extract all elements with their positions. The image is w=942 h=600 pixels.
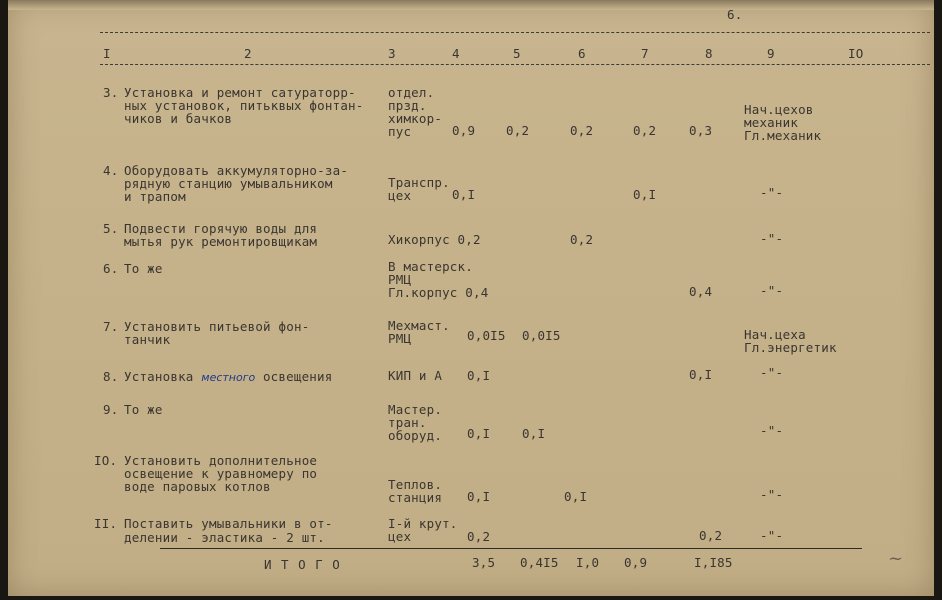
col-header-10: IO xyxy=(848,46,864,61)
col-header-4: 4 xyxy=(452,46,460,61)
total-col8: I,I85 xyxy=(694,555,733,570)
col-header-2: 2 xyxy=(244,46,252,61)
row-description-line xyxy=(124,370,332,384)
col-header-3: 3 xyxy=(388,46,396,61)
page-edge xyxy=(8,0,934,10)
row-number: IO. xyxy=(94,453,118,468)
row-description-line: Установить питьевой фон- xyxy=(124,319,310,334)
total-col4: 3,5 xyxy=(472,555,496,570)
page-number: 6. xyxy=(727,7,743,22)
total-col6: I,0 xyxy=(576,555,600,570)
row-description-line: То же xyxy=(124,402,163,417)
row-responsible-line: -"- xyxy=(760,365,784,380)
row-location-line: Гл.корпус 0,4 xyxy=(388,285,489,300)
cell-col4: 0,I xyxy=(452,187,476,202)
cell-col7: 0,I xyxy=(633,187,657,202)
cell-col5: 0,I xyxy=(522,426,546,441)
totals-label: И Т О Г О xyxy=(264,557,341,572)
row-description-line: чиков и бачков xyxy=(124,111,233,126)
row-location-line: Мехмаст. xyxy=(388,318,450,333)
col-header-1: I xyxy=(103,46,111,61)
row-description-line: танчик xyxy=(124,332,171,347)
row-location-line: отдел. xyxy=(388,85,435,100)
row-responsible-line: -"- xyxy=(760,487,784,502)
cell-col4: 0,0I5 xyxy=(467,328,506,343)
row-location-line: РМЦ xyxy=(388,272,412,287)
row-description-line: Подвести горячую воды для xyxy=(124,221,318,236)
row-responsible-line: -"- xyxy=(760,283,784,298)
row-responsible-line: Гл.механик xyxy=(744,128,822,143)
row-location-line: I-й крут. xyxy=(388,516,458,531)
row-number: 5. xyxy=(103,221,119,236)
row-description-line: Оборудовать аккумуляторно-за- xyxy=(124,163,349,178)
cell-col8: 0,4 xyxy=(689,284,713,299)
row-description-text: освещения xyxy=(255,369,333,384)
col-header-6: 6 xyxy=(578,46,586,61)
row-location-line: Мастер. xyxy=(388,402,443,417)
row-location-line: прзд. xyxy=(388,98,427,113)
row-location-line: В мастерск. xyxy=(388,259,473,274)
row-description-line: Поставить умывальники в от- xyxy=(124,516,333,531)
row-responsible-line: механик xyxy=(744,115,799,130)
row-number: 3. xyxy=(103,85,119,100)
cell-col5: 0,2 xyxy=(506,123,530,138)
cell-col4: 0,2 xyxy=(467,529,491,544)
row-description-text: Установка xyxy=(124,369,202,384)
row-location-line: цех xyxy=(388,188,412,203)
header-bottom-rule xyxy=(100,64,930,65)
col-header-7: 7 xyxy=(641,46,649,61)
row-responsible-line: -"- xyxy=(760,528,784,543)
row-location-line: Теплов. xyxy=(388,477,443,492)
cell-col6: 0,2 xyxy=(570,232,594,247)
cell-col8: 0,3 xyxy=(689,123,713,138)
cell-col4: 0,9 xyxy=(452,123,476,138)
cell-col6: 0,2 xyxy=(570,123,594,138)
total-col7: 0,9 xyxy=(624,555,648,570)
row-description-line: рядную станцию умывальником xyxy=(124,176,333,191)
row-location-line: РМЦ xyxy=(388,331,412,346)
row-location-line: тран. xyxy=(388,415,427,430)
row-location-line: станция xyxy=(388,490,443,505)
row-location-line: Хикорпус 0,2 xyxy=(388,232,481,247)
row-number: 8. xyxy=(103,369,119,384)
row-description-line: Установка и ремонт сатураторр- xyxy=(124,85,356,100)
row-description-line: воде паровых котлов xyxy=(124,479,271,494)
row-responsible-line: -"- xyxy=(760,423,784,438)
col-header-9: 9 xyxy=(767,46,775,61)
row-location-line: пус xyxy=(388,124,412,139)
row-location-line: химкор- xyxy=(388,111,443,126)
totals-rule xyxy=(160,548,862,549)
row-description-line: освещение к уравномеру по xyxy=(124,466,318,481)
pencil-mark: ~ xyxy=(888,548,904,569)
col-header-8: 8 xyxy=(705,46,713,61)
row-description-line: ных установок, питьквых фонтан- xyxy=(124,98,364,113)
row-number: 6. xyxy=(103,261,119,276)
handwritten-insertion: местного xyxy=(201,371,256,384)
row-location-line: Транспр. xyxy=(388,175,450,190)
row-number: 9. xyxy=(103,402,119,417)
row-number: II. xyxy=(94,516,118,531)
cell-col6: 0,I xyxy=(564,489,588,504)
cell-col7: 0,2 xyxy=(633,123,657,138)
total-col5: 0,4I5 xyxy=(520,555,559,570)
row-responsible-line: Нач.цехов xyxy=(744,102,814,117)
row-responsible-line: -"- xyxy=(760,185,784,200)
header-top-rule xyxy=(100,32,930,33)
row-description-line: То же xyxy=(124,261,163,276)
cell-col4: 0,I xyxy=(467,489,491,504)
cell-col4: 0,I xyxy=(467,368,491,383)
row-location-line: цех xyxy=(388,529,412,544)
row-description-line: делении - эластика - 2 шт. xyxy=(124,530,325,545)
cell-col5: 0,0I5 xyxy=(522,328,561,343)
row-description-line: Установить дополнительное xyxy=(124,453,318,468)
cell-col4: 0,I xyxy=(467,426,491,441)
cell-col8: 0,2 xyxy=(699,528,723,543)
row-description-line: мытья рук ремонтировщикам xyxy=(124,234,318,249)
row-number: 7. xyxy=(103,319,119,334)
row-description-line: и трапом xyxy=(124,189,186,204)
row-location-line: КИП и А xyxy=(388,368,443,383)
row-location-line: оборуд. xyxy=(388,428,443,443)
row-responsible-line: Нач.цеха xyxy=(744,327,806,342)
row-responsible-line: -"- xyxy=(760,231,784,246)
col-header-5: 5 xyxy=(513,46,521,61)
row-responsible-line: Гл.энергетик xyxy=(744,340,837,355)
cell-col8: 0,I xyxy=(689,367,713,382)
row-number: 4. xyxy=(103,163,119,178)
